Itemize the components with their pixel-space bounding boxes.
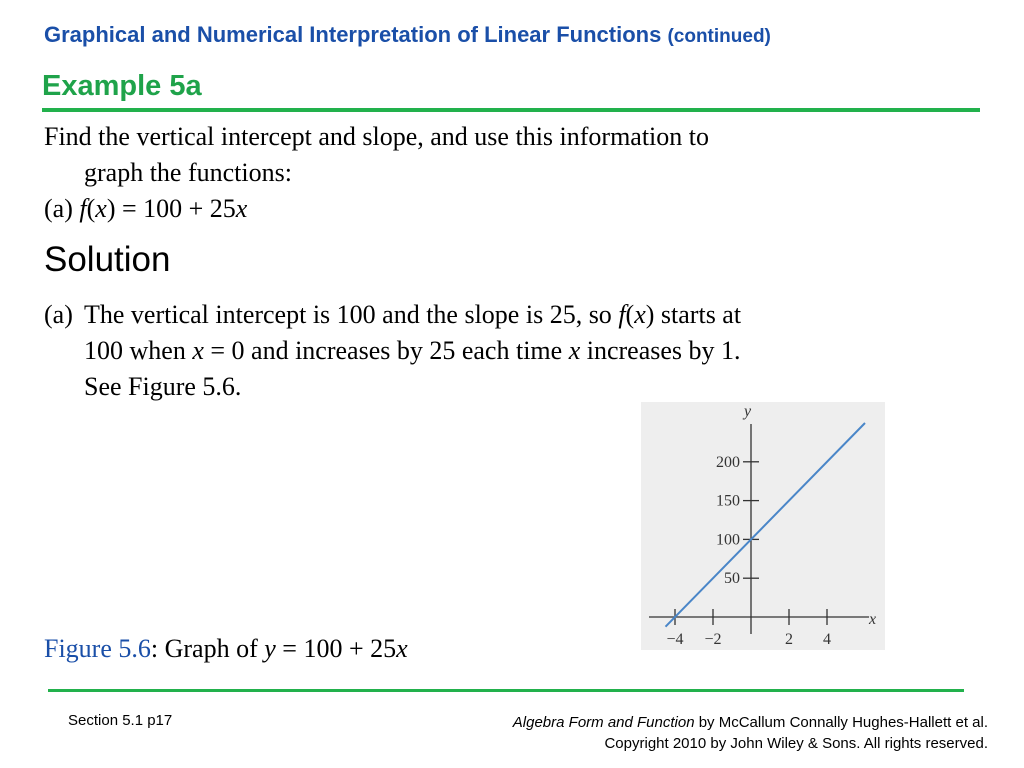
footer-copyright: Copyright 2010 by John Wiley & Sons. All rights reserved.: [604, 735, 988, 752]
solution-l2-b: = 0 and increases by 25 each time: [203, 336, 569, 365]
func-var-2: x: [235, 194, 248, 223]
problem-line-2: graph the functions:: [84, 158, 292, 187]
solution-line-2: [44, 333, 984, 369]
y-axis-label: y: [744, 403, 752, 420]
x-axis-label: x: [869, 611, 877, 628]
func-expr: ) = 100 + 25: [106, 194, 236, 223]
slide-title: [44, 22, 771, 48]
caption-text-b: = 100 + 25: [275, 634, 397, 663]
y-tick-label: 50: [724, 570, 740, 588]
func-name: f: [79, 194, 87, 223]
top-divider: [42, 108, 980, 112]
solution-label: (a): [44, 300, 73, 329]
solution-l2-c: increases by 1.: [580, 336, 741, 365]
problem-line-1: Find the vertical intercept and slope, and use this information to: [44, 122, 710, 151]
caption-y: y: [264, 634, 276, 663]
slide-title-suffix: (continued): [667, 26, 771, 47]
solution-l1-b: ) starts at: [645, 300, 742, 329]
caption-x: x: [396, 634, 408, 663]
x-tick-label: 4: [823, 631, 831, 648]
func-var: x: [95, 194, 107, 223]
footer-book-line: [513, 712, 988, 733]
caption-text-a: : Graph of: [150, 634, 265, 663]
solution-l2-x2: x: [568, 336, 581, 365]
bottom-divider: [48, 689, 964, 692]
y-tick-label: 200: [716, 453, 740, 471]
figure-caption: [44, 634, 408, 664]
solution-heading: Solution: [44, 240, 171, 279]
figure-graph: [641, 402, 885, 650]
solution-l2-x: x: [192, 336, 204, 365]
figure-label: Figure 5.6: [44, 634, 151, 663]
series-line: [666, 423, 866, 627]
example-heading: Example 5a: [42, 70, 202, 102]
solution-text: [44, 297, 984, 405]
solution-line-1: [44, 300, 741, 329]
y-tick-label: 100: [716, 531, 740, 549]
solution-line-3: See Figure 5.6.: [84, 372, 242, 401]
solution-l2-a: 100 when: [84, 336, 193, 365]
line-chart: [641, 402, 885, 650]
footer-credits: [513, 712, 988, 754]
paren-open: (: [86, 194, 96, 223]
solution-l1-x: x: [634, 300, 646, 329]
footer-section: Section 5.1 p17: [68, 712, 173, 729]
problem-part-a: [44, 194, 247, 223]
x-tick-label: 2: [785, 631, 793, 648]
x-tick-label: −4: [666, 631, 684, 648]
solution-l1-paren: (: [625, 300, 635, 329]
problem-statement: [44, 119, 984, 227]
x-tick-label: −2: [704, 631, 722, 648]
y-tick-label: 150: [716, 492, 740, 510]
solution-l1-f: f: [618, 300, 626, 329]
part-label: (a): [44, 194, 80, 223]
footer-authors: by McCallum Connally Hughes-Hallett et al.: [694, 714, 988, 731]
slide-title-main: Graphical and Numerical Interpretation of Linear Functions: [44, 22, 662, 47]
footer-book-title: Algebra Form and Function: [512, 714, 695, 731]
solution-l1-a: The vertical intercept is 100 and the slope is 25, so: [84, 300, 619, 329]
